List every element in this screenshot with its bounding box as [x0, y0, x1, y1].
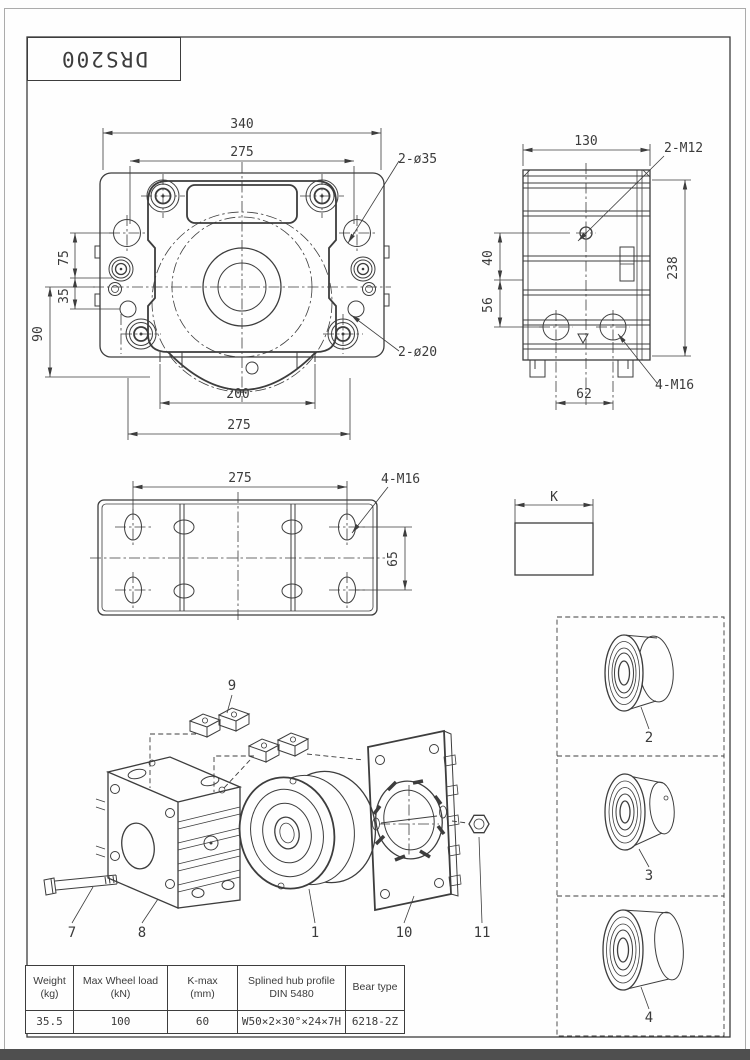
exploded-nut: [469, 815, 489, 832]
part-label-3: 3: [644, 868, 654, 884]
label-2-d20: 2-ø20: [398, 345, 438, 360]
spec-header-hub-line2: DIN 5480: [269, 988, 314, 1000]
spec-header-bearing-line1: Bear type: [352, 981, 398, 994]
title-block: [27, 37, 181, 81]
spec-table: [25, 965, 405, 1034]
dim-275-bottom: 275: [227, 418, 251, 433]
dim-65: 65: [386, 551, 401, 567]
exploded-plate: [368, 731, 461, 910]
bottom-view: [90, 471, 420, 622]
spec-value-load: 100: [74, 1011, 168, 1033]
part-label-11: 11: [473, 925, 491, 941]
front-view: [31, 117, 437, 440]
spec-header-load-line1: Max Wheel load: [82, 974, 159, 987]
bearing-panel: [557, 617, 724, 1036]
part-label-7: 7: [67, 925, 77, 941]
label-2-d35: 2-ø35: [398, 152, 438, 167]
dim-238: 238: [666, 256, 681, 280]
model-title: DRS200: [60, 47, 148, 71]
spec-header-weight-line2: (kg): [40, 988, 59, 1000]
bearing-4: [603, 910, 686, 990]
exploded-bolt: [44, 875, 117, 895]
dim-90: 90: [31, 326, 46, 342]
spec-header-hub-line1: Splined hub profile: [248, 974, 335, 987]
spec-value-weight: 35.5: [26, 1011, 74, 1033]
label-4-m16-side: 4-M16: [655, 378, 695, 393]
dim-75: 75: [57, 250, 72, 266]
dim-275-top: 275: [230, 145, 254, 160]
part-label-4: 4: [644, 1010, 654, 1026]
spec-header-weight-line1: Weight: [33, 974, 66, 987]
spec-value-kmax: 60: [168, 1011, 238, 1033]
exploded-blocks: [190, 708, 308, 762]
bearing-3: [605, 774, 677, 850]
dim-275-bottomview: 275: [228, 471, 252, 486]
spec-header-hub: [238, 966, 346, 1011]
dim-62: 62: [576, 387, 592, 402]
part-label-10: 10: [395, 925, 413, 941]
side-view: [481, 134, 703, 410]
drawing-frame: [27, 37, 730, 1037]
dim-40: 40: [481, 250, 496, 266]
spec-header-kmax-line2: (mm): [190, 988, 215, 1000]
spec-header-kmax: [168, 966, 238, 1011]
spec-header-load-line2: (kN): [110, 988, 131, 1000]
spec-header-load: [74, 966, 168, 1011]
dim-200: 200: [226, 387, 250, 402]
dim-k: K: [550, 490, 558, 505]
part-label-1: 1: [310, 925, 320, 941]
bearing-2: [605, 634, 676, 711]
spec-header-kmax-line1: K-max: [187, 974, 218, 987]
dim-56: 56: [481, 297, 496, 313]
scan-edge-strip: [0, 1049, 750, 1060]
k-detail: [515, 490, 593, 575]
label-2-m12: 2-M12: [664, 141, 704, 156]
dim-35: 35: [57, 288, 72, 304]
spec-header-weight: [26, 966, 74, 1011]
label-4-m16-bottom: 4-M16: [381, 472, 421, 487]
spec-value-bearing: 6218-2Z: [351, 1015, 399, 1029]
dim-130: 130: [574, 134, 598, 149]
exploded-view: [44, 678, 490, 941]
exploded-wheel: [229, 762, 385, 897]
part-label-8: 8: [137, 925, 147, 941]
spec-header-bearing: [346, 966, 404, 1011]
dim-340: 340: [230, 117, 254, 132]
part-label-9: 9: [227, 678, 237, 694]
part-label-2: 2: [644, 730, 654, 746]
spec-value-hub: W50×2×30°×24×7H: [238, 1011, 346, 1033]
exploded-housing: [96, 757, 240, 908]
